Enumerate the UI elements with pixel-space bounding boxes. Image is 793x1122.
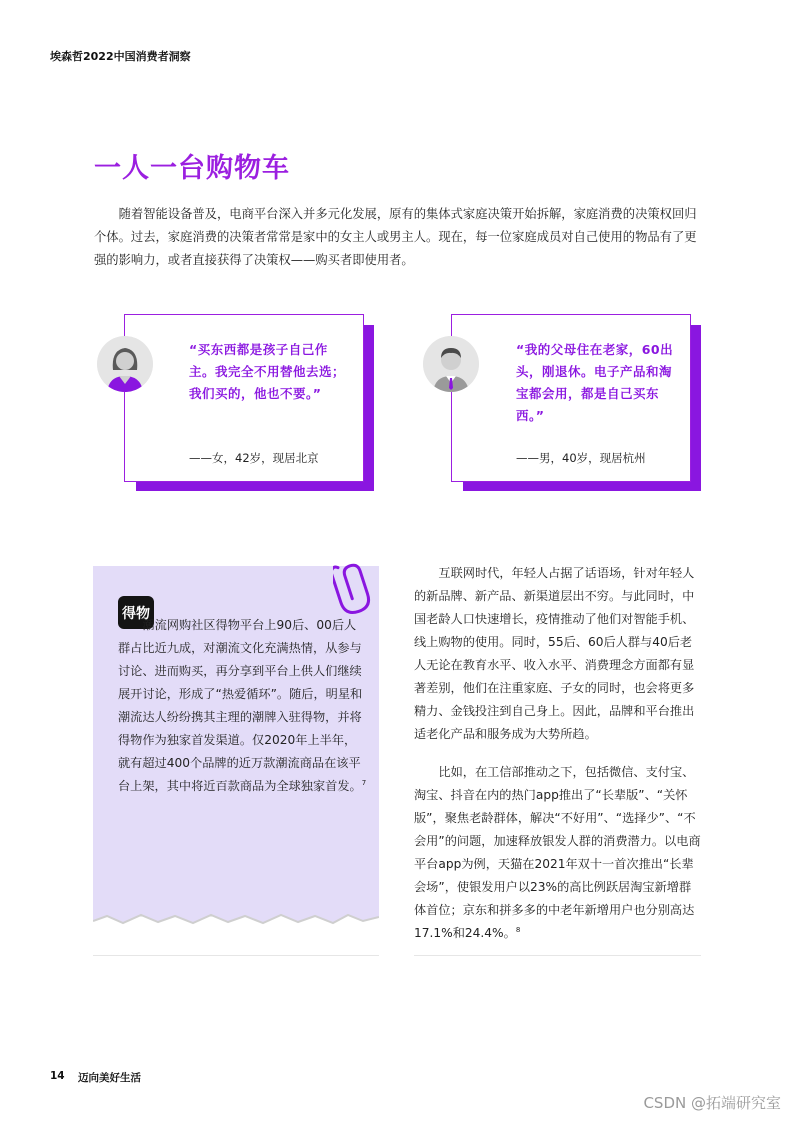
- quote-source-2: ——男，40岁，现居杭州: [516, 451, 646, 465]
- footer-section-title: 迈向美好生活: [78, 1072, 141, 1084]
- footnote-8: 8: [515, 925, 521, 934]
- section-title: 一人一台购物车: [94, 153, 290, 184]
- watermark: CSDN @拓端研究室: [643, 1094, 781, 1112]
- man-avatar-icon: [423, 336, 479, 392]
- quote-text-1: “买东西都是孩子自己作主。我完全不用替他去选；我们买的，他也不要。”: [189, 342, 346, 401]
- divider: [414, 955, 701, 956]
- body-paragraph-1: 互联网时代，年轻人占据了话语场，针对年轻人的新品牌、新产品、新渠道层出不穷。与此同时，中国老龄人口快速增长，疫情推动了他们对智能手机、线上购物的使用。同时，55后、60后人群与40后老人无论在教育水平、收入水平、消费理念方面都有显著差别，他们在注重家庭、子女的同时，也会将更多精力、金钱投注到自己身上。因此，品牌和平台推出适老化产品和服务成为大势所趋。: [414, 566, 695, 741]
- quote-text-2: “我的父母住在老家，60出头，刚退休。电子产品和淘宝都会用，都是自己买东西。”: [516, 342, 674, 423]
- sidebar-note-text: 潮流网购社区得物平台上90后、00后人群占比近九成，对潮流文化充满热情，从参与讨论、进而购买，再分享到平台上供人们继续展开讨论，形成了“热爱循环”。随后，明星和潮流达人纷纷携其主理的潮牌入驻得物，并将得物作为独家首发渠道。仅2020年上半年，就有超过400个品牌的近万款潮流商品在该平台上架，其中将近百款商品为全球独家首发。$^7$: [118, 618, 367, 793]
- paperclip-icon: [333, 558, 373, 618]
- body-paragraph-2: 比如，在工信部推动之下，包括微信、支付宝、淘宝、抖音在内的热门app推出了“长辈版”、“关怀版”，聚焦老龄群体，解决“不好用”、“选择少”、“不会用”的问题，加速释放银发人群的消费潜力。以电商平台app为例，天猫在2021年双十一首次推出“长辈会场”，使银发用户以23%的高比例跃居淘宝新增群体首位；京东和拼多多的中老年新增用户也分别高达17.1%和24.4%。$^8$: [414, 765, 701, 940]
- quote-card-1: [124, 314, 364, 482]
- report-header: 埃森哲2022中国消费者洞察: [50, 50, 191, 63]
- woman-avatar-icon: [97, 336, 153, 392]
- intro-paragraph: 随着智能设备普及，电商平台深入并多元化发展，原有的集体式家庭决策开始拆解，家庭消费的决策权回归个体。过去，家庭消费的决策者常常是家中的女主人或男主人。现在，每一位家庭成员对自己使用的物品有了更强的影响力，或者直接获得了决策权——购买者即使用者。: [94, 207, 697, 267]
- quote-source-1: ——女，42岁，现居北京: [189, 451, 319, 465]
- page-number: 14: [50, 1070, 65, 1082]
- quote-card-2: [451, 314, 691, 482]
- app-logo-icon: 得物: [118, 596, 154, 629]
- divider: [93, 955, 379, 956]
- footnote-7: 7: [361, 778, 367, 787]
- torn-paper-edge: [93, 905, 379, 927]
